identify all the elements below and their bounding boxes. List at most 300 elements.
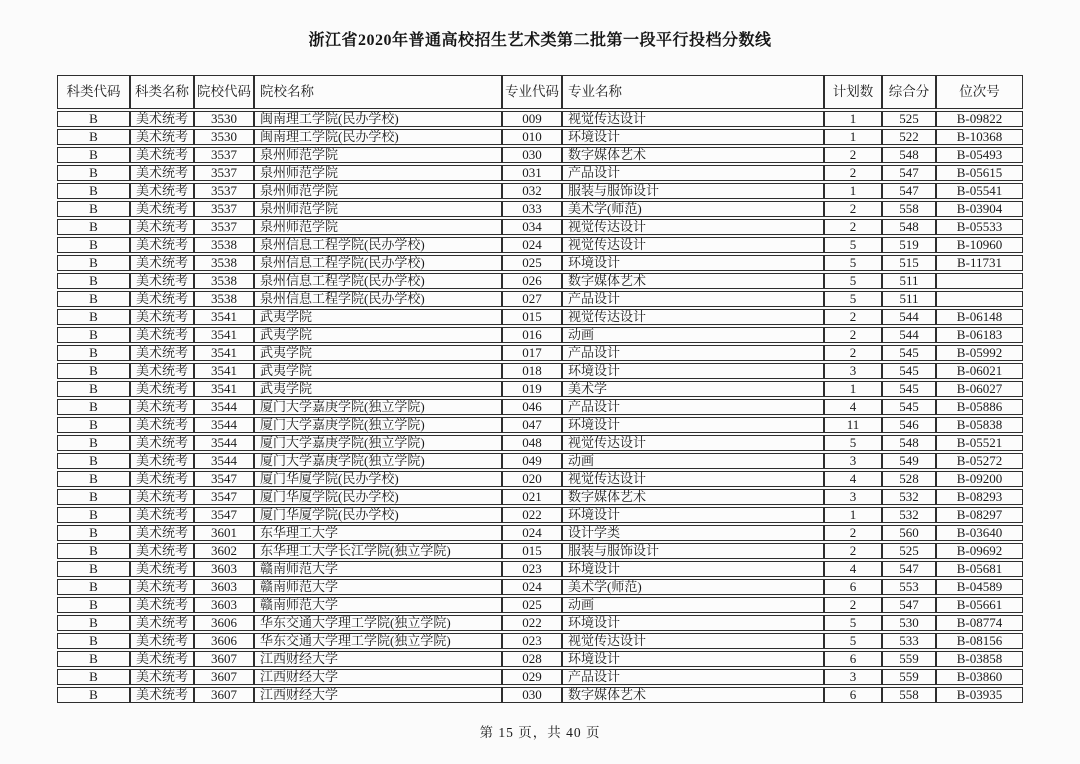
table-cell: 547 (882, 597, 936, 613)
table-cell: 美术统考 (130, 417, 194, 433)
table-cell: 023 (502, 561, 562, 577)
table-cell: 548 (882, 435, 936, 451)
table-cell: 3547 (194, 471, 254, 487)
table-cell: 美术统考 (130, 129, 194, 145)
table-cell: 美术统考 (130, 255, 194, 271)
table-cell: B-05272 (936, 453, 1023, 469)
table-cell: 产品设计 (562, 399, 824, 415)
table-cell: 519 (882, 237, 936, 253)
table-cell: B-03860 (936, 669, 1023, 685)
table-cell: B (57, 669, 130, 685)
table-cell: 511 (882, 273, 936, 289)
table-cell: B (57, 453, 130, 469)
table-cell: 美术统考 (130, 309, 194, 325)
column-header-5: 专业代码 (502, 75, 562, 109)
table-cell: 4 (824, 471, 882, 487)
table-cell: B (57, 147, 130, 163)
table-cell: B-08156 (936, 633, 1023, 649)
table-row (57, 687, 1023, 703)
table-cell: B-11731 (936, 255, 1023, 271)
table-cell: 022 (502, 507, 562, 523)
table-cell: B-10368 (936, 129, 1023, 145)
table-cell: 4 (824, 561, 882, 577)
table-cell: B (57, 561, 130, 577)
table-cell: 2 (824, 309, 882, 325)
table-cell: 美术统考 (130, 201, 194, 217)
table-cell: 3607 (194, 651, 254, 667)
table-row (57, 237, 1023, 253)
table-row (57, 435, 1023, 451)
column-header-7: 计划数 (824, 75, 882, 109)
table-row (57, 291, 1023, 307)
table-cell: 030 (502, 147, 562, 163)
table-cell: 2 (824, 597, 882, 613)
table-cell: 5 (824, 237, 882, 253)
table-cell: 武夷学院 (254, 381, 502, 397)
table-cell: B (57, 327, 130, 343)
table-cell: 2 (824, 327, 882, 343)
table-cell: B (57, 399, 130, 415)
table-cell: B-05615 (936, 165, 1023, 181)
admission-score-table (57, 73, 1023, 705)
table-cell: 031 (502, 165, 562, 181)
table-cell: 3606 (194, 615, 254, 631)
table-cell: 6 (824, 651, 882, 667)
page-title: 浙江省2020年普通高校招生艺术类第二批第一段平行投档分数线 (308, 32, 772, 49)
table-cell: 3538 (194, 237, 254, 253)
table-cell: 525 (882, 543, 936, 559)
table-row (57, 525, 1023, 541)
table-cell: 3544 (194, 453, 254, 469)
table-cell: 026 (502, 273, 562, 289)
column-header-9: 位次号 (936, 75, 1023, 109)
table-cell: 544 (882, 309, 936, 325)
table-cell: 1 (824, 129, 882, 145)
table-cell: 530 (882, 615, 936, 631)
table-cell: 049 (502, 453, 562, 469)
table-cell: 美术统考 (130, 183, 194, 199)
table-row (57, 363, 1023, 379)
table-row (57, 111, 1023, 127)
table-cell: B-05838 (936, 417, 1023, 433)
table-header (57, 75, 1023, 109)
table-cell: B-08293 (936, 489, 1023, 505)
table-cell: B (57, 201, 130, 217)
table-cell: B-09822 (936, 111, 1023, 127)
table-cell: 558 (882, 687, 936, 703)
table-cell: 厦门华厦学院(民办学校) (254, 489, 502, 505)
table-cell: 532 (882, 507, 936, 523)
table-cell: 3547 (194, 507, 254, 523)
table-cell: 048 (502, 435, 562, 451)
table-cell: 3541 (194, 309, 254, 325)
table-cell: 545 (882, 399, 936, 415)
table-cell: 2 (824, 201, 882, 217)
table-cell: 021 (502, 489, 562, 505)
table-cell: 528 (882, 471, 936, 487)
table-cell: 3538 (194, 273, 254, 289)
table-cell: 3541 (194, 381, 254, 397)
table-cell: 511 (882, 291, 936, 307)
table-row (57, 507, 1023, 523)
table-cell: 泉州师范学院 (254, 201, 502, 217)
table-cell: 3 (824, 363, 882, 379)
table-cell: B-05681 (936, 561, 1023, 577)
table-cell: 厦门华厦学院(民办学校) (254, 471, 502, 487)
table-cell: 赣南师范大学 (254, 597, 502, 613)
table-row (57, 201, 1023, 217)
table-row (57, 543, 1023, 559)
table-cell: B (57, 525, 130, 541)
table-cell: B (57, 579, 130, 595)
table-cell: B (57, 309, 130, 325)
table-cell: 015 (502, 309, 562, 325)
page-number-indicator: 第 15 页，共 40 页 (479, 725, 601, 740)
table-cell: 546 (882, 417, 936, 433)
table-cell: 泉州师范学院 (254, 219, 502, 235)
table-row (57, 165, 1023, 181)
table-cell: 3537 (194, 147, 254, 163)
table-cell: 2 (824, 543, 882, 559)
table-cell: 025 (502, 597, 562, 613)
table-cell: 赣南师范大学 (254, 579, 502, 595)
table-cell: B-05992 (936, 345, 1023, 361)
table-cell: B (57, 687, 130, 703)
table-cell: B-06027 (936, 381, 1023, 397)
table-cell: 3603 (194, 561, 254, 577)
table-cell: 武夷学院 (254, 363, 502, 379)
table-cell: 015 (502, 543, 562, 559)
table-row (57, 669, 1023, 685)
table-cell: 11 (824, 417, 882, 433)
table-row (57, 651, 1023, 667)
table-cell: B-06183 (936, 327, 1023, 343)
table-cell: 服装与服饰设计 (562, 543, 824, 559)
column-header-4: 院校名称 (254, 75, 502, 109)
table-cell: 548 (882, 219, 936, 235)
table-cell: 2 (824, 345, 882, 361)
table-cell: 553 (882, 579, 936, 595)
table-cell: 美术统考 (130, 633, 194, 649)
table-cell: 032 (502, 183, 562, 199)
table-cell: B (57, 165, 130, 181)
table-cell: 美术统考 (130, 687, 194, 703)
table-cell: B (57, 255, 130, 271)
table-row (57, 183, 1023, 199)
table-cell: B-03640 (936, 525, 1023, 541)
table-cell: 美术统考 (130, 597, 194, 613)
table-cell: 3547 (194, 489, 254, 505)
table-cell (936, 273, 1023, 289)
table-cell: 美术统考 (130, 561, 194, 577)
table-cell: 6 (824, 687, 882, 703)
table-cell: 环境设计 (562, 417, 824, 433)
table-cell: 环境设计 (562, 363, 824, 379)
table-cell: 024 (502, 237, 562, 253)
table-cell: 3601 (194, 525, 254, 541)
table-row (57, 327, 1023, 343)
table-row (57, 579, 1023, 595)
table-cell: 数字媒体艺术 (562, 147, 824, 163)
table-cell: B (57, 417, 130, 433)
table-cell: 5 (824, 255, 882, 271)
table-cell: 549 (882, 453, 936, 469)
table-row (57, 309, 1023, 325)
table-cell: B-06021 (936, 363, 1023, 379)
table-row (57, 399, 1023, 415)
table-row (57, 129, 1023, 145)
table-cell: 美术统考 (130, 507, 194, 523)
table-cell: B (57, 633, 130, 649)
table-cell: 3606 (194, 633, 254, 649)
table-cell: B (57, 543, 130, 559)
table-cell: 547 (882, 165, 936, 181)
table-cell: B (57, 129, 130, 145)
table-cell: 环境设计 (562, 507, 824, 523)
table-row (57, 147, 1023, 163)
table-cell: B-03935 (936, 687, 1023, 703)
table-cell: 泉州信息工程学院(民办学校) (254, 237, 502, 253)
table-cell: 产品设计 (562, 345, 824, 361)
table-cell: 1 (824, 183, 882, 199)
table-cell: 2 (824, 525, 882, 541)
table-cell: 544 (882, 327, 936, 343)
table-cell: 厦门华厦学院(民办学校) (254, 507, 502, 523)
table-cell: 018 (502, 363, 562, 379)
table-cell: 泉州信息工程学院(民办学校) (254, 291, 502, 307)
table-row (57, 633, 1023, 649)
table-cell: 动画 (562, 327, 824, 343)
table-cell: 047 (502, 417, 562, 433)
table-cell: 动画 (562, 597, 824, 613)
table-cell: 美术统考 (130, 327, 194, 343)
table-cell: B-05541 (936, 183, 1023, 199)
table-cell: 武夷学院 (254, 327, 502, 343)
column-header-1: 科类代码 (57, 75, 130, 109)
table-cell: 027 (502, 291, 562, 307)
table-cell: 美术统考 (130, 111, 194, 127)
table-cell: 024 (502, 525, 562, 541)
table-row (57, 273, 1023, 289)
table-cell: 美术统考 (130, 219, 194, 235)
table-cell: B-06148 (936, 309, 1023, 325)
table-cell: B (57, 183, 130, 199)
table-cell: 3544 (194, 417, 254, 433)
table-cell: B (57, 363, 130, 379)
table-cell: 545 (882, 345, 936, 361)
table-cell: 547 (882, 183, 936, 199)
table-cell: 024 (502, 579, 562, 595)
table-cell: B (57, 507, 130, 523)
table-cell: 武夷学院 (254, 345, 502, 361)
table-cell: 009 (502, 111, 562, 127)
table-cell: 美术统考 (130, 381, 194, 397)
table-cell: 1 (824, 507, 882, 523)
table-cell: 数字媒体艺术 (562, 687, 824, 703)
table-cell: B-03858 (936, 651, 1023, 667)
table-cell: 美术统考 (130, 579, 194, 595)
table-row (57, 381, 1023, 397)
table-cell: 545 (882, 363, 936, 379)
table-cell: 548 (882, 147, 936, 163)
table-cell: 美术统考 (130, 525, 194, 541)
table-cell: 5 (824, 435, 882, 451)
table-cell: 环境设计 (562, 255, 824, 271)
table-cell: 美术统考 (130, 237, 194, 253)
table-cell: 闽南理工学院(民办学校) (254, 111, 502, 127)
table-cell: 545 (882, 381, 936, 397)
table-cell: 025 (502, 255, 562, 271)
table-cell: 泉州师范学院 (254, 183, 502, 199)
table-cell: 525 (882, 111, 936, 127)
table-cell: 3544 (194, 435, 254, 451)
table-cell: B (57, 237, 130, 253)
table-cell: B-05521 (936, 435, 1023, 451)
table-cell: 美术统考 (130, 165, 194, 181)
table-cell: 美术统考 (130, 615, 194, 631)
table-cell: B (57, 291, 130, 307)
table-cell: 美术统考 (130, 345, 194, 361)
table-cell: 泉州师范学院 (254, 147, 502, 163)
table-cell: B-09692 (936, 543, 1023, 559)
table-cell: 3530 (194, 111, 254, 127)
table-row (57, 561, 1023, 577)
table-row (57, 255, 1023, 271)
table-cell: 019 (502, 381, 562, 397)
table-cell: B (57, 651, 130, 667)
table-cell: 视觉传达设计 (562, 309, 824, 325)
table-cell: B-10960 (936, 237, 1023, 253)
column-header-8: 综合分 (882, 75, 936, 109)
table-cell: 1 (824, 111, 882, 127)
table-cell: 533 (882, 633, 936, 649)
table-cell: 美术统考 (130, 489, 194, 505)
table-cell: 江西财经大学 (254, 687, 502, 703)
table-cell: 美术统考 (130, 399, 194, 415)
table-cell: 3544 (194, 399, 254, 415)
table-cell: 033 (502, 201, 562, 217)
table-cell: 泉州信息工程学院(民办学校) (254, 273, 502, 289)
table-cell: 美术统考 (130, 435, 194, 451)
table-cell: 产品设计 (562, 291, 824, 307)
table-cell: 3 (824, 489, 882, 505)
table-cell: 559 (882, 651, 936, 667)
table-cell: 017 (502, 345, 562, 361)
table-row (57, 345, 1023, 361)
table-cell: 环境设计 (562, 651, 824, 667)
table-cell: B (57, 435, 130, 451)
table-cell: B-08297 (936, 507, 1023, 523)
table-cell: 532 (882, 489, 936, 505)
table-cell: 美术统考 (130, 363, 194, 379)
table-body (57, 111, 1023, 703)
table-cell: B (57, 597, 130, 613)
table-cell: B (57, 111, 130, 127)
table-cell: 美术统考 (130, 669, 194, 685)
table-cell: 558 (882, 201, 936, 217)
table-cell: 3603 (194, 597, 254, 613)
table-cell: B-05661 (936, 597, 1023, 613)
table-cell: 赣南师范大学 (254, 561, 502, 577)
table-cell: 5 (824, 273, 882, 289)
table-row (57, 489, 1023, 505)
table-cell: 3541 (194, 363, 254, 379)
table-cell: 视觉传达设计 (562, 471, 824, 487)
table-cell: 559 (882, 669, 936, 685)
table-cell: 环境设计 (562, 561, 824, 577)
table-cell: 3 (824, 669, 882, 685)
table-cell: 视觉传达设计 (562, 633, 824, 649)
table-cell: 数字媒体艺术 (562, 273, 824, 289)
table-cell: 560 (882, 525, 936, 541)
table-cell: 028 (502, 651, 562, 667)
table-row (57, 615, 1023, 631)
table-cell: 视觉传达设计 (562, 219, 824, 235)
table-cell: 6 (824, 579, 882, 595)
table-cell: 美术学(师范) (562, 201, 824, 217)
table-cell: 3541 (194, 345, 254, 361)
table-cell: 美术统考 (130, 147, 194, 163)
table-cell: 3538 (194, 255, 254, 271)
table-cell: B (57, 471, 130, 487)
table-row (57, 471, 1023, 487)
table-cell: 泉州信息工程学院(民办学校) (254, 255, 502, 271)
table-cell: 547 (882, 561, 936, 577)
table-cell: 022 (502, 615, 562, 631)
table-cell: 视觉传达设计 (562, 435, 824, 451)
table-cell: 江西财经大学 (254, 651, 502, 667)
table-cell: 3603 (194, 579, 254, 595)
table-row (57, 417, 1023, 433)
table-cell: 4 (824, 399, 882, 415)
table-cell: 5 (824, 615, 882, 631)
table-cell: 华东交通大学理工学院(独立学院) (254, 615, 502, 631)
table-cell: 046 (502, 399, 562, 415)
table-cell: B-05533 (936, 219, 1023, 235)
table-cell: 东华理工大学长江学院(独立学院) (254, 543, 502, 559)
table-cell: 服装与服饰设计 (562, 183, 824, 199)
table-cell: 厦门大学嘉庚学院(独立学院) (254, 399, 502, 415)
table-cell: 020 (502, 471, 562, 487)
table-cell: 美术统考 (130, 291, 194, 307)
table-cell: 江西财经大学 (254, 669, 502, 685)
table-cell: B-05493 (936, 147, 1023, 163)
table-cell: B-09200 (936, 471, 1023, 487)
table-header-row (57, 75, 1023, 109)
table-cell: B-03904 (936, 201, 1023, 217)
table-cell: 环境设计 (562, 615, 824, 631)
table-cell: 3537 (194, 183, 254, 199)
table-cell: 产品设计 (562, 165, 824, 181)
table-cell: 3530 (194, 129, 254, 145)
table-cell: B (57, 615, 130, 631)
table-cell: 美术统考 (130, 471, 194, 487)
table-cell: 010 (502, 129, 562, 145)
table-cell: 2 (824, 219, 882, 235)
table-cell: 3541 (194, 327, 254, 343)
column-header-2: 科类名称 (130, 75, 194, 109)
table-cell: 泉州师范学院 (254, 165, 502, 181)
table-cell: B-08774 (936, 615, 1023, 631)
table-cell: 产品设计 (562, 669, 824, 685)
table-cell: B (57, 381, 130, 397)
table-cell: 闽南理工学院(民办学校) (254, 129, 502, 145)
table-row (57, 219, 1023, 235)
table-cell: 5 (824, 633, 882, 649)
table-cell: B (57, 489, 130, 505)
table-cell: 3537 (194, 165, 254, 181)
table-cell: 厦门大学嘉庚学院(独立学院) (254, 417, 502, 433)
